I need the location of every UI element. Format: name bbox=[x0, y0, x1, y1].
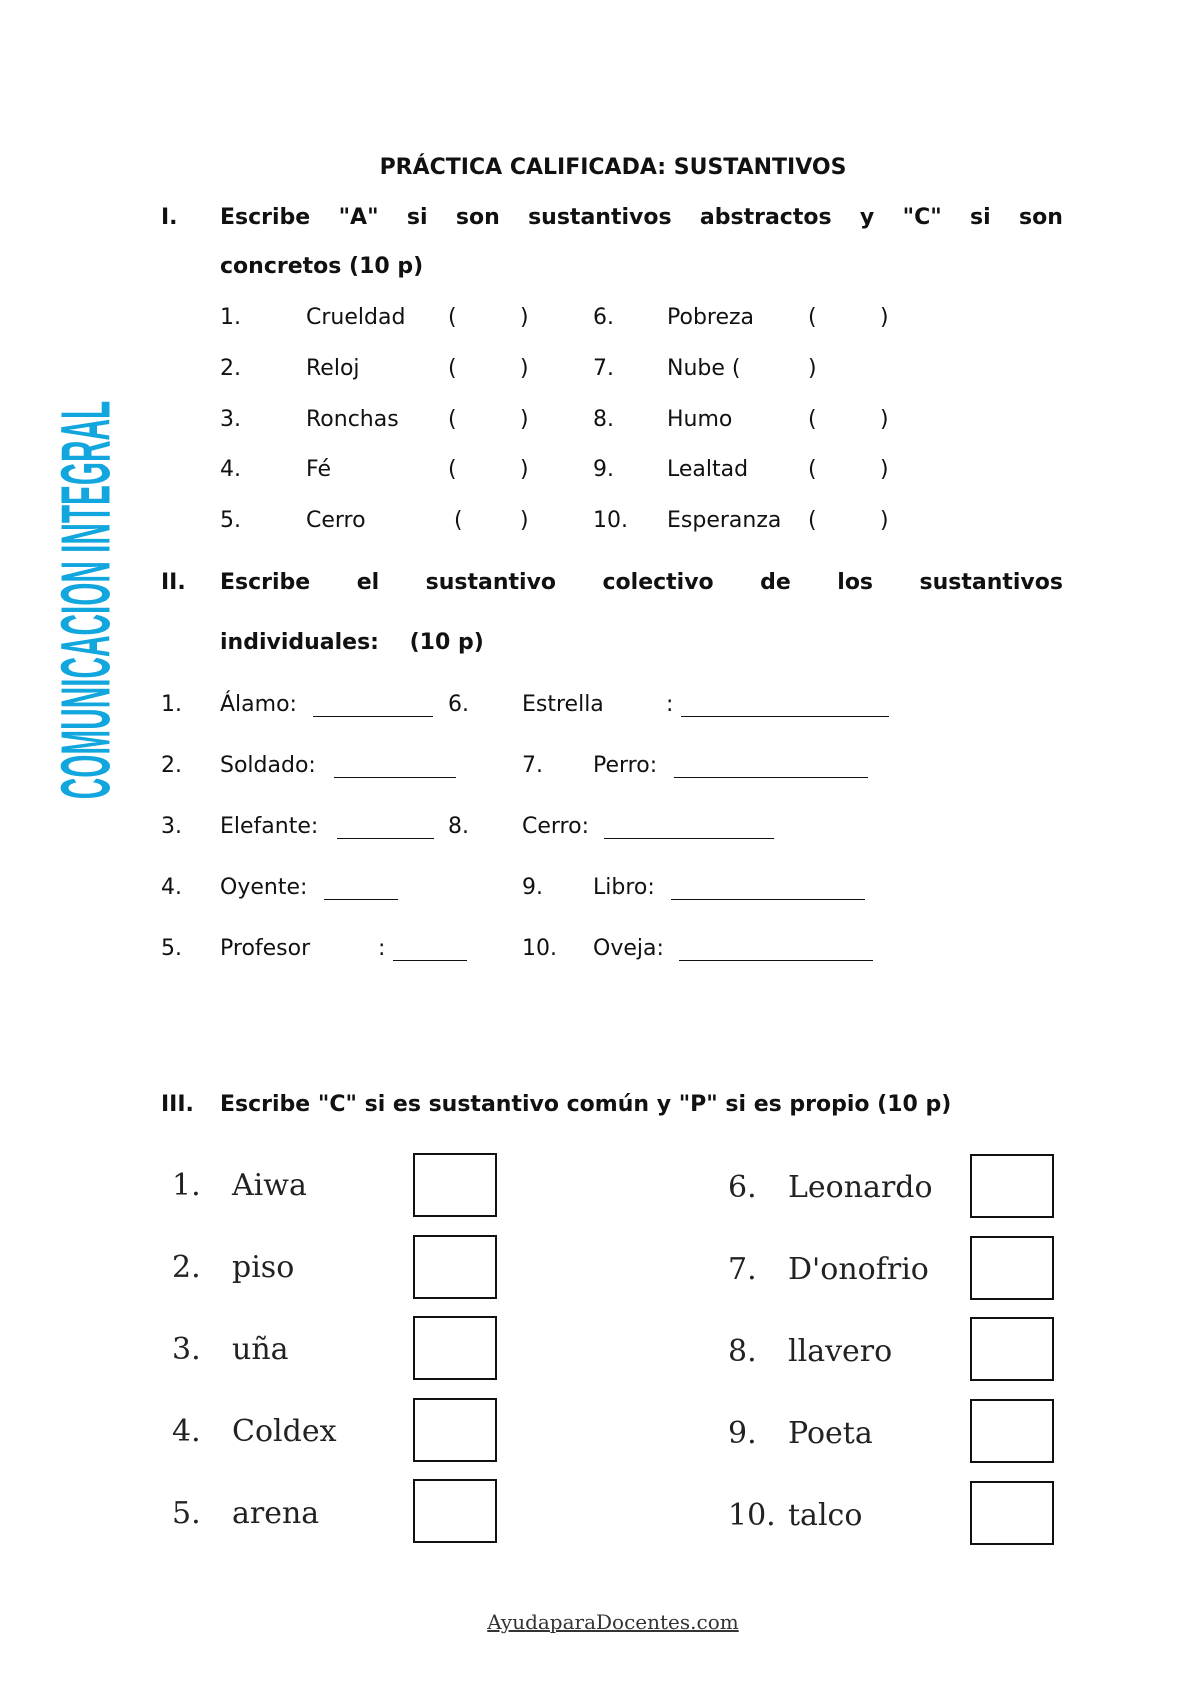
s1-word: son bbox=[1019, 205, 1063, 230]
s2-item-label: Álamo: bbox=[220, 692, 297, 717]
s1-item-number: 4. bbox=[220, 457, 241, 482]
s3-item-number: 6. bbox=[728, 1170, 757, 1205]
s1-word: y bbox=[859, 205, 875, 230]
s1-close-paren: ) bbox=[520, 305, 529, 330]
footer-link[interactable]: AyudaparaDocentes.com bbox=[487, 1610, 739, 1634]
s3-item-number: 8. bbox=[728, 1334, 757, 1369]
s2-answer-blank[interactable] bbox=[679, 938, 873, 961]
s2-answer-blank[interactable] bbox=[604, 816, 774, 839]
s1-open-paren: ( bbox=[808, 407, 817, 432]
s2-item-label: Libro: bbox=[593, 875, 655, 900]
s2-word: sustantivos bbox=[919, 570, 1063, 595]
s1-word: "A" bbox=[338, 205, 379, 230]
s3-item-word: llavero bbox=[788, 1334, 893, 1369]
s1-word: Escribe bbox=[220, 205, 311, 230]
s2-item-label: Oveja: bbox=[593, 936, 664, 961]
s1-item-number: 7. bbox=[593, 356, 614, 381]
s3-answer-box[interactable] bbox=[413, 1479, 497, 1543]
s2-answer-blank[interactable] bbox=[324, 877, 398, 900]
s2-answer-blank[interactable] bbox=[393, 938, 467, 961]
s2-item-label: Soldado: bbox=[220, 753, 316, 778]
s1-close-paren: ) bbox=[520, 407, 529, 432]
s2-word: colectivo bbox=[602, 570, 714, 595]
s2-item-number: 1. bbox=[161, 692, 182, 717]
s2-item-colon: : bbox=[666, 692, 674, 717]
s1-item-number: 8. bbox=[593, 407, 614, 432]
s1-item-word: Humo bbox=[667, 407, 733, 432]
s3-answer-box[interactable] bbox=[413, 1398, 497, 1462]
s3-item-number: 5. bbox=[172, 1496, 201, 1531]
s2-item-label: Oyente: bbox=[220, 875, 308, 900]
s1-open-paren: ( bbox=[808, 508, 817, 533]
s3-answer-box[interactable] bbox=[970, 1481, 1054, 1545]
s2-answer-blank[interactable] bbox=[337, 816, 434, 839]
s2-word: el bbox=[356, 570, 380, 595]
s1-item-word: Pobreza bbox=[667, 305, 755, 330]
s1-item-number: 5. bbox=[220, 508, 241, 533]
s3-item-word: arena bbox=[232, 1496, 320, 1531]
s2-item-label: Profesor bbox=[220, 936, 311, 961]
s3-item-number: 1. bbox=[172, 1168, 201, 1203]
s2-answer-blank[interactable] bbox=[334, 755, 456, 778]
s1-word: si bbox=[970, 205, 991, 230]
s2-item-number: 10. bbox=[522, 936, 557, 961]
s2-item-number: 2. bbox=[161, 753, 182, 778]
s2-item-label: Estrella bbox=[522, 692, 604, 717]
s3-answer-box[interactable] bbox=[413, 1316, 497, 1380]
s2-answer-blank[interactable] bbox=[671, 877, 865, 900]
section2-instruction-line1 bbox=[220, 570, 1063, 595]
s3-item-number: 7. bbox=[728, 1252, 757, 1287]
s2-item-number: 4. bbox=[161, 875, 182, 900]
s3-item-number: 9. bbox=[728, 1416, 757, 1451]
s1-open-paren: ( bbox=[454, 508, 463, 533]
section3-number: III. bbox=[161, 1092, 194, 1117]
s1-close-paren: ) bbox=[880, 305, 889, 330]
s2-item-number: 9. bbox=[522, 875, 543, 900]
s3-answer-box[interactable] bbox=[970, 1154, 1054, 1218]
s2-item-number: 3. bbox=[161, 814, 182, 839]
s1-item-number: 3. bbox=[220, 407, 241, 432]
s2-word: sustantivo bbox=[425, 570, 557, 595]
s2-answer-blank[interactable] bbox=[674, 755, 868, 778]
s1-open-paren: ( bbox=[448, 305, 457, 330]
s1-open-paren: ( bbox=[448, 457, 457, 482]
s1-open-paren: ( bbox=[448, 356, 457, 381]
s3-item-word: Coldex bbox=[232, 1414, 337, 1449]
s2-item-label: Elefante: bbox=[220, 814, 319, 839]
s3-item-word: D'onofrio bbox=[788, 1252, 929, 1287]
s1-word: sustantivos bbox=[528, 205, 672, 230]
s3-item-word: Poeta bbox=[788, 1416, 873, 1451]
s2-word: Escribe bbox=[220, 570, 311, 595]
s1-close-paren: ) bbox=[880, 508, 889, 533]
s3-answer-box[interactable] bbox=[413, 1153, 497, 1217]
s1-item-number: 1. bbox=[220, 305, 241, 330]
s1-word: si bbox=[406, 205, 428, 230]
s3-item-word: talco bbox=[788, 1498, 863, 1533]
s2-item-number: 6. bbox=[448, 692, 469, 717]
s1-close-paren: ) bbox=[880, 457, 889, 482]
s1-word: son bbox=[455, 205, 500, 230]
s3-item-word: Leonardo bbox=[788, 1170, 933, 1205]
section1-instruction-line2: concretos (10 p) bbox=[220, 254, 424, 279]
section3-instruction: Escribe "C" si es sustantivo común y "P" si es propio (10 p) bbox=[220, 1092, 952, 1117]
s1-item-number: 10. bbox=[593, 508, 628, 533]
s1-word: "C" bbox=[902, 205, 942, 230]
s3-answer-box[interactable] bbox=[413, 1235, 497, 1299]
s1-item-word: Lealtad bbox=[667, 457, 749, 482]
s2-item-colon: : bbox=[378, 936, 386, 961]
s2-answer-blank[interactable] bbox=[313, 694, 433, 717]
page-title: PRÁCTICA CALIFICADA: SUSTANTIVOS bbox=[379, 155, 847, 180]
s1-item-word: Crueldad bbox=[306, 305, 406, 330]
s1-item-word: Esperanza bbox=[667, 508, 782, 533]
s1-item-word: Fé bbox=[306, 457, 331, 482]
s3-item-number: 10. bbox=[728, 1498, 776, 1533]
s1-open-paren: ( bbox=[448, 407, 457, 432]
s1-close-paren: ) bbox=[808, 356, 817, 381]
s1-item-word: Ronchas bbox=[306, 407, 399, 432]
s1-item-word: Nube ( bbox=[667, 356, 741, 381]
s1-item-word: Reloj bbox=[306, 356, 360, 381]
s2-item-number: 8. bbox=[448, 814, 469, 839]
section2-number: II. bbox=[161, 570, 186, 595]
s1-close-paren: ) bbox=[880, 407, 889, 432]
s3-answer-box[interactable] bbox=[970, 1399, 1054, 1463]
s1-item-number: 6. bbox=[593, 305, 614, 330]
s1-word: abstractos bbox=[699, 205, 832, 230]
s3-item-number: 3. bbox=[172, 1332, 201, 1367]
s2-word: de bbox=[760, 570, 791, 595]
s2-item-number: 5. bbox=[161, 936, 182, 961]
section1-instruction-line1 bbox=[220, 205, 1063, 230]
s2-item-label: Perro: bbox=[593, 753, 658, 778]
s1-open-paren: ( bbox=[808, 457, 817, 482]
side-banner-text: COMUNICACION INTEGRAL bbox=[48, 400, 126, 800]
s1-close-paren: ) bbox=[520, 457, 529, 482]
s1-close-paren: ) bbox=[520, 508, 529, 533]
s1-item-word: Cerro bbox=[306, 508, 366, 533]
s2-word: los bbox=[837, 570, 874, 595]
s3-item-number: 4. bbox=[172, 1414, 201, 1449]
s2-item-number: 7. bbox=[522, 753, 543, 778]
s3-item-word: uña bbox=[232, 1332, 289, 1367]
s3-item-number: 2. bbox=[172, 1250, 201, 1285]
s3-answer-box[interactable] bbox=[970, 1317, 1054, 1381]
s1-item-number: 2. bbox=[220, 356, 241, 381]
section1-number: I. bbox=[161, 205, 178, 230]
s2-item-label: Cerro: bbox=[522, 814, 589, 839]
s3-answer-box[interactable] bbox=[970, 1236, 1054, 1300]
s3-item-word: Aiwa bbox=[232, 1168, 307, 1203]
s1-item-number: 9. bbox=[593, 457, 614, 482]
s1-close-paren: ) bbox=[520, 356, 529, 381]
s3-item-word: piso bbox=[232, 1250, 295, 1285]
s2-answer-blank[interactable] bbox=[681, 694, 889, 717]
s1-open-paren: ( bbox=[808, 305, 817, 330]
section2-instruction-line2: individuales: (10 p) bbox=[220, 630, 484, 655]
